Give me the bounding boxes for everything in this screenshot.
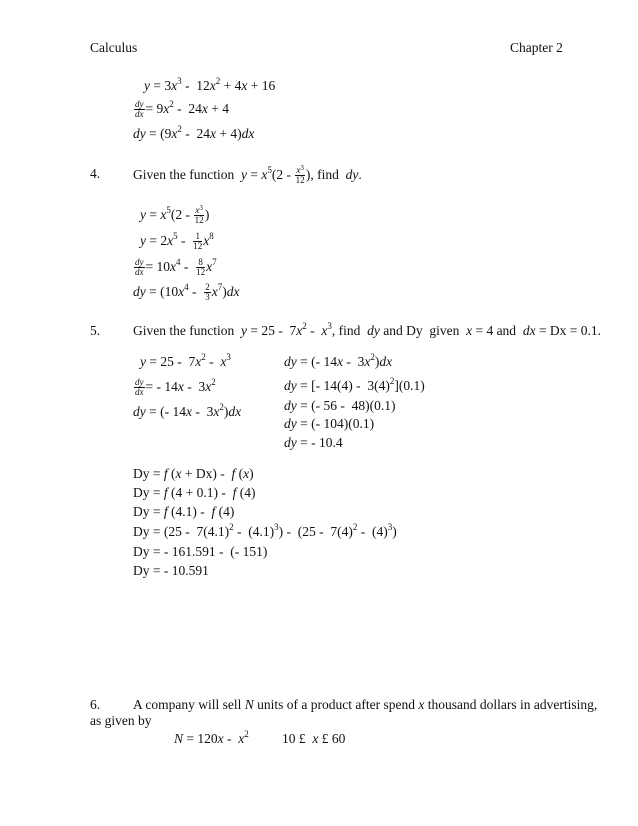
header-left: Calculus (90, 40, 138, 55)
problem-4-line3: $\frac{dy}{dx}$ = $10x^4$ - $\frac{8}{12}$ $x^7$ (135, 257, 217, 277)
block1-line1 (144, 78, 275, 94)
problem-5-right-line5: dy = - 10.4 (284, 435, 343, 450)
block1-line3: dy = $(9x^2 - 24x + 4)dx$ (133, 124, 255, 141)
problem-5-statement: Given the function $y = 25 - 7x^2 - x^3$, find dy and Dy given x = 4 and dx = Dx = 0.1. (133, 321, 602, 338)
problem-6-statement-line2: as given by (90, 713, 152, 728)
problem-5-delta-line4: $Dy = (25 - 7(4.1)^2 - (4.1)^3) - (25 - 7(4)^2 - (4)^3)$ (133, 522, 397, 539)
block1-l1-text: $y = 3x^3 - 12x^2 + 4x + 16$ (144, 76, 276, 93)
problem-6-equation: $N = 120x - x^2$ (174, 729, 249, 746)
problem-5-right-line4: dy = (- 104)(0.1) (284, 416, 375, 431)
problem-5-delta-line6: Dy = - 10.591 (133, 563, 209, 578)
problem-5-delta-line3: Dy = f (4.1) - f (4) (133, 504, 235, 519)
problem-4-line4: dy = ($10x^4$ - $\frac{2}{3}$ $x^7)dx$ (133, 282, 240, 302)
problem-5-right-line1: dy = (- $14x - 3x^2)dx$ (284, 352, 393, 369)
problem-6-domain: 10 £ x £ 60 (282, 731, 346, 746)
block1-line2: $\frac{dy}{dx}$ = $9x^2 - 24x + 4$ (135, 99, 229, 119)
problem-4-statement: Given the function $y = x^5(2$ - $\frac{x^3}{12}$ ), find dy. (133, 164, 362, 185)
problem-5-number: 5. (90, 323, 101, 338)
problem-4-line1: $y = x^5(2$ - $\frac{x^3}{12}$ ) (140, 204, 210, 225)
problem-5-left-line3: dy = (- $14x - 3x^2)dx$ (133, 402, 242, 419)
problem-5-right-line2: dy = [- $14(4) - 3(4)^2](0.1)$ (284, 376, 425, 393)
problem-6-statement-line1: A company will sell N units of a product after spend x thousand dollars in advertising, (133, 697, 598, 712)
problem-5-delta-line2: Dy = f (4 + 0.1) - f (4) (133, 485, 256, 500)
problem-5-right-line3: dy = (- 56 - 48)(0.1) (284, 398, 396, 413)
problem-5-delta-line5: Dy = - 161.591 - (- 151) (133, 544, 268, 559)
problem-4-line2: $y = 2x^5$ - $\frac{1}{12}$ $x^8$ (140, 231, 214, 251)
problem-4-number: 4. (90, 166, 101, 181)
problem-5-left-line1: $y = 25 - 7x^2 - x^3$ (140, 352, 231, 369)
header-right: Chapter 2 (510, 40, 563, 55)
problem-5-delta-line1: Dy = f (x + Dx) - f (x) (133, 466, 254, 481)
problem-6-number: 6. (90, 697, 101, 712)
problem-5-left-line2: $\frac{dy}{dx}$ = - $14x - 3x^2$ (135, 377, 216, 397)
